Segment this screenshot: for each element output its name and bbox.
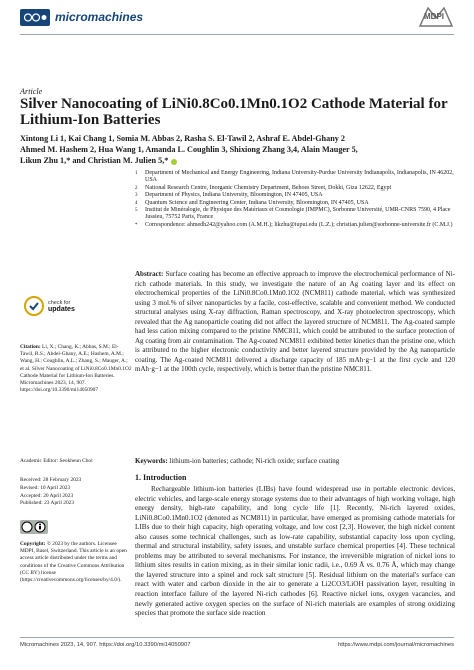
article-title: Silver Nanocoating of LiNi0.8Co0.1Mn0.1O2 Cathode Material for Lithium-Ion Batteries bbox=[20, 96, 448, 128]
citation-label: Citation: bbox=[20, 344, 41, 350]
author-line-text[interactable]: Likun Zhu 1,* and Christian M. Julien 5,* bbox=[20, 156, 169, 166]
citation-journal[interactable]: Micromachines 2023, 14, 907. https://doi.org/10.3390/mi14050907 bbox=[20, 380, 99, 394]
footer-citation[interactable]: Micromachines 2023, 14, 907. https://doi.org/10.3390/mi14050907 bbox=[20, 642, 191, 648]
affiliation-text: Institut de Minéralogie, de Physique des Matériaux et Cosmologie (IMPMC), Sorbonne Université, UMR-CNRS 7590, 4 Place Jussieu, 75752 Paris, France bbox=[145, 207, 451, 221]
author-line bbox=[20, 155, 460, 166]
abstract bbox=[135, 270, 455, 375]
page-footer bbox=[20, 642, 454, 648]
author-line-text[interactable]: Ahmed M. Hashem 2, Hua Wang 1, Amanda L. Coughlin 3, Shixiong Zhang 3,4, Alain Mauger 5, bbox=[20, 145, 358, 155]
correspondence-text[interactable]: Correspondence: ahmedh242@yahoo.com (A.M.H.); likzhu@iupui.edu (L.Z.); christian.julien@sorbonne-universite.fr (C.M.J.) bbox=[145, 221, 453, 228]
affiliation-number: 4 bbox=[135, 200, 138, 206]
affiliation-text: Department of Mechanical and Energy Engineering, Indiana University-Purdue University Indianapolis, Indianapolis, IN 46202, USA bbox=[145, 170, 454, 184]
citation-block bbox=[20, 344, 132, 394]
academic-editor: Academic Editor: Seokheun Choi bbox=[20, 458, 93, 464]
date-revised: Revised: 10 April 2023 bbox=[20, 484, 71, 491]
publisher-name: MDPI bbox=[424, 12, 444, 21]
check-updates-text bbox=[48, 300, 75, 313]
author-line bbox=[20, 144, 460, 155]
check-updates-bottom: updates bbox=[48, 305, 75, 313]
journal-name: micromachines bbox=[55, 10, 144, 24]
introduction-text: Rechargeable lithium-ion batteries (LIBs) have found widespread use in portable electronic devices, electric vehicles, and large-scale energy storage systems due to their advantages of high working voltage, high energy density, high-rate capability, and long cycle life [1]. Recently, Ni-rich layered oxides, LiNi0.8Co0.1Mn0.1O2 (denoted as NCM811) in particular, have emerged as promising cathode materials for LIBs due to their high capacity, high operating voltage, and low cost [2,3]. However, the high nickel content also causes some technical challenges, such as low-rate capability, substantial capacity loss upon cycling, thermal and structural instability, safety issues, and unstable surface chemical properties [4]. These technical problems may be attributed to several mechanisms. For instance, the irreversible migration of nickel ions to lithium sites results in cation mixing, as in their similar ionic radii, i.e., 0.69 Å vs. 0.76 Å, which may change the layered structure into a spinel and rock salt structure [5]. Residual lithium on the material's surface can react with water and carbon dioxide in the air to generate a Li2CO3/LiOH passivation layer, resulting in reaction interface failure of the layered Ni-rich cathodes [6]. Reactive nickel ions, oxygen vacancies, and newly generated active oxygen species on the surface of Ni-rich materials are examples of strong oxidizing species that promote the surface side reaction bbox=[135, 485, 455, 618]
affiliations bbox=[135, 170, 455, 229]
affiliation-text: Quantum Science and Engineering Center, Indiana University, Bloomington, IN 47405, USA bbox=[145, 199, 369, 206]
author-line bbox=[20, 133, 460, 144]
keywords-label: Keywords: bbox=[135, 457, 168, 465]
affiliation-item bbox=[135, 170, 455, 185]
affiliation-item bbox=[135, 200, 455, 207]
article-type: Article bbox=[20, 87, 43, 96]
affiliation-number: 5 bbox=[135, 208, 138, 214]
citation-text: Li, X.; Chang, K.; Abbas, S.M.; El-Tawil, R.S.; Abdel-Ghany, A.E.; Hashem, A.M.; Wang, H.; Coughlin, A.L.; Zhang, S.; Mauger, A.; et al. Silver Nanocoating of LiNi0.8Co0.1Mn0.1O2 Cathode Material for Lithium-Ion Batteries. bbox=[20, 344, 132, 379]
page-header bbox=[0, 0, 474, 34]
copyright-label: Copyright: bbox=[20, 541, 46, 547]
affiliation-number: 3 bbox=[135, 193, 138, 199]
check-updates-icon bbox=[24, 296, 44, 316]
correspondence bbox=[135, 222, 455, 229]
section-heading-introduction: 1. Introduction bbox=[135, 473, 187, 482]
creative-commons-icon[interactable] bbox=[20, 520, 48, 534]
date-accepted: Accepted: 20 April 2023 bbox=[20, 492, 74, 499]
affiliation-number: * bbox=[135, 222, 138, 228]
check-updates-top: check for bbox=[48, 300, 71, 306]
abstract-label: Abstract: bbox=[135, 270, 164, 278]
copyright-text: © 2023 by the authors. Licensee MDPI, Basel, Switzerland. This article is an open access article distributed under the terms and conditions of the Creative Commons Attribution (CC BY) license (https://creativecommons.org/licenses/by/4.0/). bbox=[20, 541, 127, 584]
keywords bbox=[135, 457, 455, 466]
date-published: Published: 23 April 2023 bbox=[20, 500, 75, 507]
date-received: Received: 28 February 2023 bbox=[20, 477, 82, 483]
affiliation-number: 2 bbox=[135, 185, 138, 191]
affiliation-item bbox=[135, 192, 455, 199]
header-divider bbox=[20, 34, 454, 35]
affiliation-text: National Research Centre, Inorganic Chemistry Department, Behoes Street, Dokki, Giza 12622, Egypt bbox=[145, 184, 392, 191]
author-list bbox=[20, 133, 460, 167]
copyright-block bbox=[20, 541, 132, 584]
footer-journal-link[interactable]: https://www.mdpi.com/journal/micromachines bbox=[338, 642, 454, 648]
orcid-icon[interactable] bbox=[171, 159, 177, 165]
keywords-text: lithium-ion batteries; cathode; Ni-rich oxide; surface coating bbox=[169, 457, 340, 465]
affiliation-item bbox=[135, 207, 455, 222]
affiliation-text: Department of Physics, Indiana University, Bloomington, IN 47405, USA bbox=[145, 192, 323, 199]
author-line-text[interactable]: Xintong Li 1, Kai Chang 1, Somia M. Abbas 2, Rasha S. El-Tawil 2, Ashraf E. Abdel-Ghany 2 bbox=[20, 134, 345, 143]
affiliation-number: 1 bbox=[135, 171, 138, 176]
footer-divider bbox=[20, 637, 454, 638]
abstract-text: Surface coating has become an effective approach to improve the electrochemical performance of Ni-rich cathode materials. In this study, we investigate the nature of an Ag coating layer and its effect on electrochemical properties of the LiNi0.8Co0.1Mn0.1O2 (NCM811) cathode material, which was synthesized using 3 mol.% of silver nanoparticles by a facile, cost-effective, scalable and convenient method. We conducted structural analyses using X-ray diffraction, Raman spectroscopy, and X-ray photoelectron spectroscopy, which revealed that the Ag nanoparticle coating did not affect the layered structure of NCM811. The Ag-coated sample had less cation mixing compared to the pristine NMC811, which could be attributed to the surface protection of Ag coating from air contamination. The Ag-coated NCM811 exhibited better kinetics than the pristine one, which is attributed to the higher electronic conductivity and better layered structure provided by the Ag nanoparticle coating. The Ag-coated NCM811 delivered a discharge capacity of 185 mAh·g−1 at the first cycle and 120 mAh·g−1 at the 100th cycle, respectively, which is better than the pristine NMC811. bbox=[135, 270, 456, 373]
journal-logo-icon bbox=[20, 9, 50, 26]
publication-dates bbox=[20, 477, 132, 508]
